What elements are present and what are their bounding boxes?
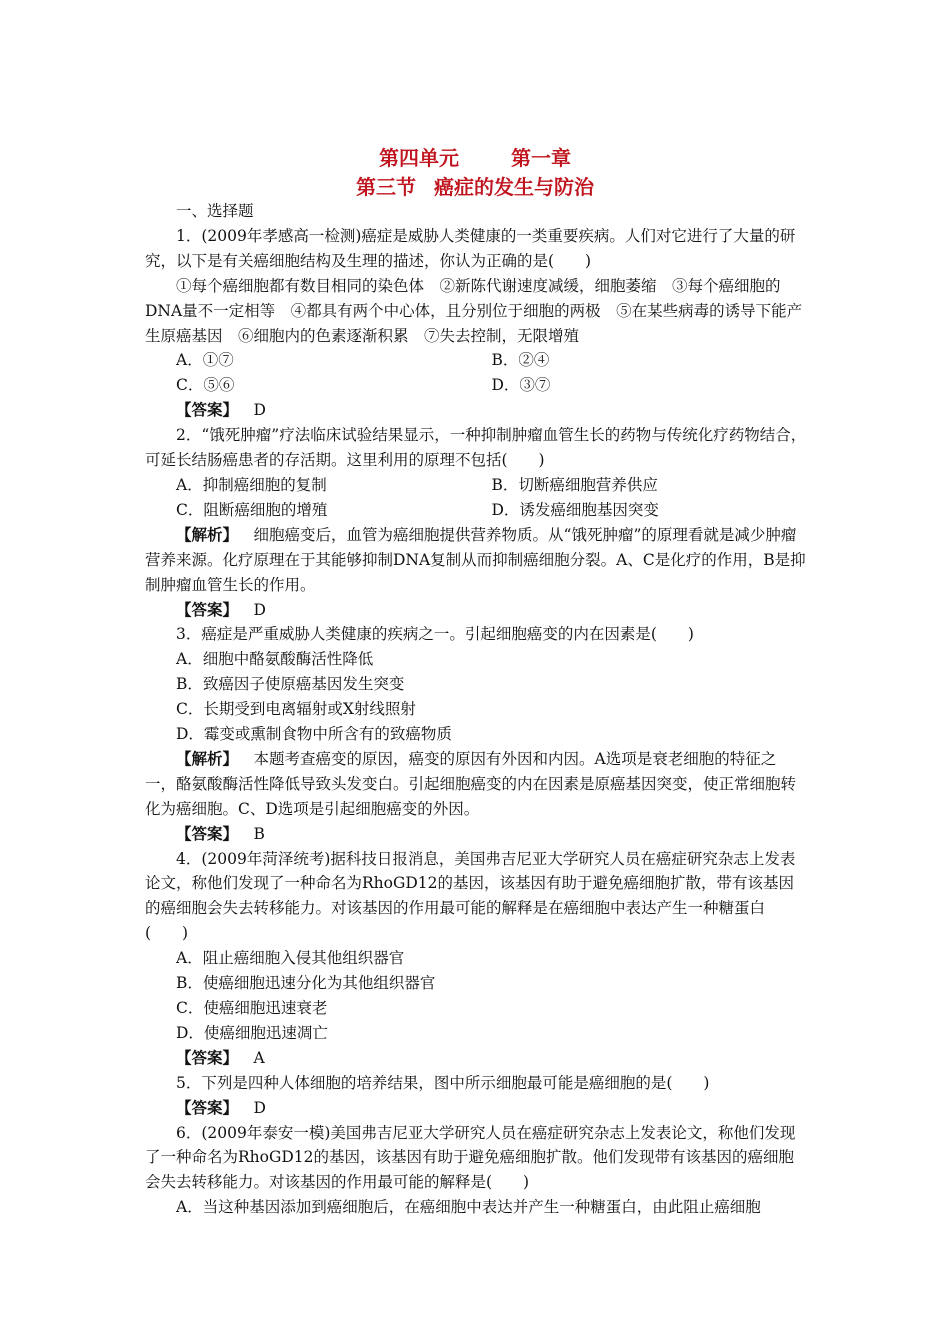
option-row	[145, 498, 807, 523]
answer-line	[145, 398, 807, 423]
answer-line	[145, 598, 807, 623]
question-stem: 3．癌症是严重威胁人类健康的疾病之一。引起细胞癌变的内在因素是( )	[176, 625, 694, 644]
analysis-paragraph	[145, 523, 807, 598]
option-b: B．致癌因子使原癌基因发生突变	[176, 675, 405, 694]
answer-line	[145, 1046, 807, 1071]
analysis-text: 本题考查癌变的原因，癌变的原因有外因和内因。A选项是衰老细胞的特征之一，酪氨酸酶活性降低导致头发变白。引起细胞癌变的内在因素是原癌基因突变，使正常细胞转化为癌细胞。C、D选项是引起细胞癌变的外因。	[145, 749, 797, 818]
answer-label: 【答案】	[176, 400, 239, 420]
answer-label: 【答案】	[176, 1047, 239, 1067]
section-name: 癌症的发生与防治	[434, 175, 594, 199]
option-a: A．①⑦	[176, 351, 234, 370]
section-number: 第三节	[356, 175, 416, 199]
answer-value: B	[253, 824, 265, 843]
unit-title: 第四单元	[379, 146, 459, 170]
section-heading: 一、选择题	[176, 202, 254, 220]
question-stem: 4．(2009年菏泽统考)据科技日报消息，美国弗吉尼亚大学研究人员在癌症研究杂志上发表论文，称他们发现了一种命名为RhoGD12的基因，该基因有助于避免癌细胞扩散，带有该基因的癌细胞会失去转移能力。对该基因的作用最可能的解释是在癌细胞中表达产生一种糖蛋白( )	[145, 849, 796, 943]
option-b: B．切断癌细胞营养供应	[491, 475, 658, 494]
question-list	[145, 199, 807, 1220]
option-c: C．阻断癌细胞的增殖	[176, 500, 328, 519]
option-c: C．长期受到电离辐射或X射线照射	[176, 700, 416, 719]
option-d: D．诱发癌细胞基因突变	[491, 500, 659, 519]
option-a: A．当这种基因添加到癌细胞后，在癌细胞中表达并产生一种糖蛋白，由此阻止癌细胞	[176, 1198, 761, 1217]
option-row	[145, 473, 807, 498]
option-d: D．霉变或熏制食物中所含有的致癌物质	[176, 725, 452, 744]
question-stem: 5．下列是四种人体细胞的培养结果，图中所示细胞最可能是癌细胞的是( )	[176, 1073, 710, 1092]
answer-label: 【答案】	[176, 1097, 239, 1117]
analysis-text: 细胞癌变后，血管为癌细胞提供营养物质。从“饿死肿瘤”的原理看就是减少肿瘤营养来源。化疗原理在于其能够抑制DNA复制从而抑制癌细胞分裂。A、C是化疗的作用，B是抑制肿瘤血管生长的作用。	[145, 525, 806, 594]
answer-line	[145, 1096, 807, 1121]
option-d: D．使癌细胞迅速凋亡	[176, 1023, 328, 1042]
section-title	[0, 175, 950, 199]
option-row	[145, 348, 807, 373]
option-c: C．使癌细胞迅速衰老	[176, 999, 328, 1017]
answer-value: A	[253, 1048, 265, 1067]
statement-list: ①每个癌细胞都有数目相同的染色体 ②新陈代谢速度减缓，细胞萎缩 ③每个癌细胞的DNA量不一定相等 ④都具有两个中心体，且分别位于细胞的两极 ⑤在某些病毒的诱导下能产生原癌基因 ⑥细胞内的色素逐渐积累 ⑦失去控制，无限增殖	[145, 276, 803, 345]
analysis-label: 【解析】	[176, 524, 239, 544]
answer-line	[145, 822, 807, 847]
answer-value: D	[253, 1098, 266, 1117]
option-c: C．⑤⑥	[176, 376, 235, 395]
option-a: A．阻止癌细胞入侵其他组织器官	[176, 949, 405, 968]
answer-label: 【答案】	[176, 599, 239, 619]
question-stem: 6．(2009年泰安一模)美国弗吉尼亚大学研究人员在癌症研究杂志上发表论文，称他们发现了一种命名为RhoGD12的基因，该基因有助于避免癌细胞扩散。他们发现带有该基因的癌细胞会失去转移能力。对该基因的作用最可能的解释是( )	[145, 1123, 796, 1192]
answer-value: D	[253, 600, 266, 619]
option-b: B．使癌细胞迅速分化为其他组织器官	[176, 974, 436, 993]
answer-label: 【答案】	[176, 823, 239, 843]
option-b: B．②④	[491, 351, 550, 370]
analysis-paragraph	[145, 747, 807, 822]
option-d: D．③⑦	[491, 376, 551, 395]
unit-chapter-title	[0, 146, 950, 170]
analysis-label: 【解析】	[176, 748, 239, 768]
question-stem: 1．(2009年孝感高一检测)癌症是威胁人类健康的一类重要疾病。人们对它进行了大量的研究，以下是有关癌细胞结构及生理的描述，你认为正确的是( )	[145, 226, 796, 270]
question-stem: 2．“饿死肿瘤”疗法临床试验结果显示，一种抑制肿瘤血管生长的药物与传统化疗药物结合，可延长结肠癌患者的存活期。这里利用的原理不包括( )	[145, 426, 807, 470]
option-row	[145, 373, 807, 398]
option-a: A．细胞中酪氨酸酶活性降低	[176, 650, 374, 669]
option-a: A．抑制癌细胞的复制	[176, 475, 327, 494]
answer-value: D	[253, 401, 266, 420]
chapter-title: 第一章	[511, 146, 571, 170]
